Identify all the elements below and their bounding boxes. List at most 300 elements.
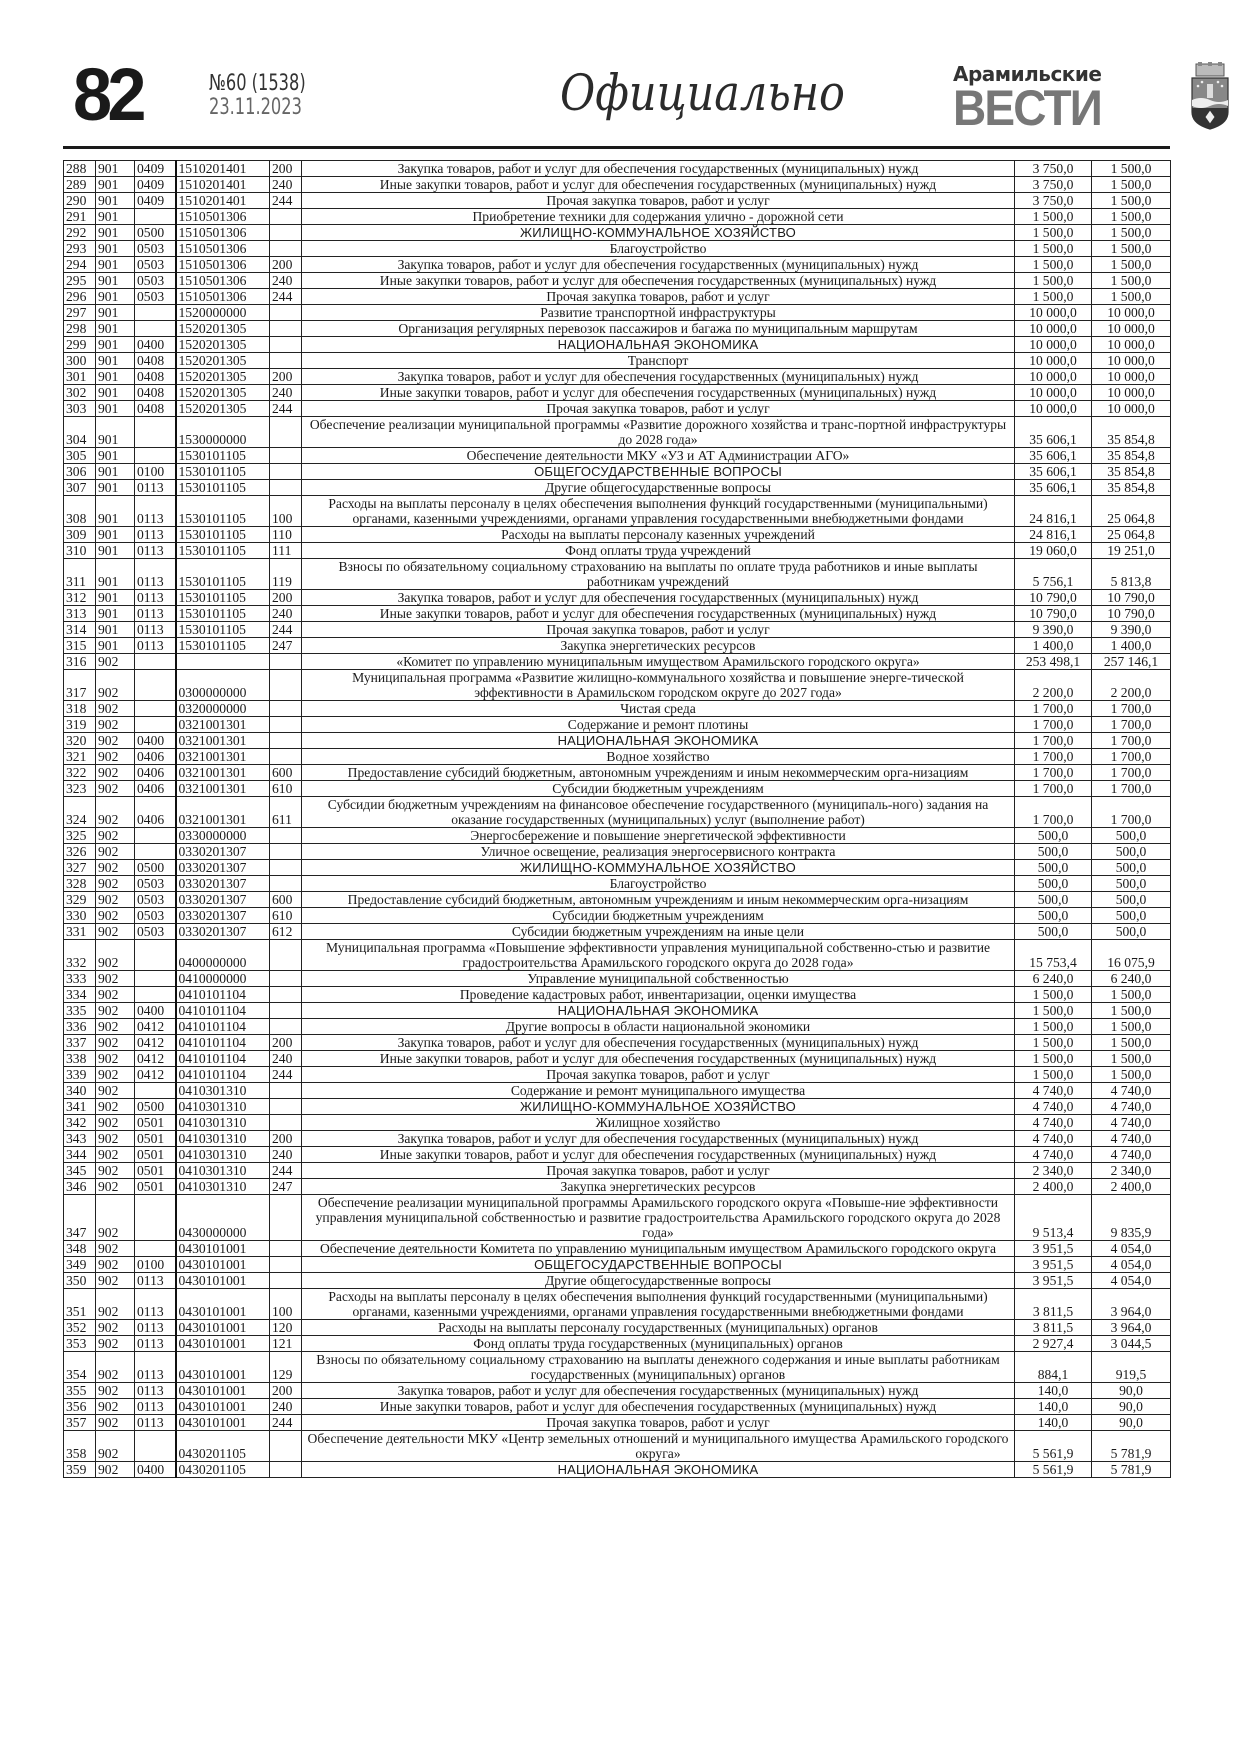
section-code-cell: 0406 [135, 749, 176, 765]
target-article-code-cell: 0330201307 [176, 924, 270, 940]
department-code-cell: 902 [96, 1083, 135, 1099]
amount-year1-cell: 1 700,0 [1015, 781, 1092, 797]
expense-type-code-cell: 200 [270, 369, 302, 385]
department-code-cell: 902 [96, 1399, 135, 1415]
amount-year1-cell: 3 951,5 [1015, 1257, 1092, 1273]
department-code-cell: 902 [96, 1289, 135, 1320]
amount-year2-cell: 500,0 [1092, 924, 1171, 940]
amount-year1-cell: 3 750,0 [1015, 161, 1092, 177]
amount-year1-cell: 10 000,0 [1015, 305, 1092, 321]
table-row [64, 417, 1171, 448]
target-article-code-cell: 0321001301 [176, 765, 270, 781]
target-article-code-cell: 1510501306 [176, 209, 270, 225]
description-cell: Закупка товаров, работ и услуг для обеспечения государственных (муниципальных) нужд [302, 590, 1015, 606]
section-code-cell: 0408 [135, 401, 176, 417]
target-article-code-cell: 1530101105 [176, 480, 270, 496]
table-row [64, 876, 1171, 892]
section-code-cell [135, 940, 176, 971]
department-code-cell: 901 [96, 225, 135, 241]
section-code-cell [135, 701, 176, 717]
row-number-cell: 290 [64, 193, 96, 209]
department-code-cell: 902 [96, 1431, 135, 1462]
amount-year2-cell: 10 000,0 [1092, 401, 1171, 417]
amount-year1-cell: 10 000,0 [1015, 321, 1092, 337]
table-row [64, 1383, 1171, 1399]
description-cell: Уличное освещение, реализация энергосервисного контракта [302, 844, 1015, 860]
section-code-cell: 0113 [135, 1336, 176, 1352]
amount-year1-cell: 35 606,1 [1015, 480, 1092, 496]
description-cell: Закупка товаров, работ и услуг для обеспечения государственных (муниципальных) нужд [302, 161, 1015, 177]
amount-year2-cell: 90,0 [1092, 1415, 1171, 1431]
amount-year2-cell: 10 000,0 [1092, 321, 1171, 337]
department-code-cell: 901 [96, 241, 135, 257]
table-row [64, 1320, 1171, 1336]
amount-year1-cell: 19 060,0 [1015, 543, 1092, 559]
section-code-cell: 0113 [135, 1320, 176, 1336]
department-code-cell: 901 [96, 638, 135, 654]
description-cell: Предоставление субсидий бюджетным, автономным учреждениям и иным некоммерческим орга-низациям [302, 892, 1015, 908]
section-code-cell: 0408 [135, 385, 176, 401]
amount-year2-cell: 35 854,8 [1092, 480, 1171, 496]
amount-year2-cell: 257 146,1 [1092, 654, 1171, 670]
amount-year2-cell: 1 700,0 [1092, 749, 1171, 765]
amount-year2-cell: 10 000,0 [1092, 353, 1171, 369]
row-number-cell: 339 [64, 1067, 96, 1083]
amount-year1-cell: 10 000,0 [1015, 385, 1092, 401]
expense-type-code-cell: 240 [270, 1147, 302, 1163]
expense-type-code-cell: 600 [270, 765, 302, 781]
section-code-cell: 0400 [135, 337, 176, 353]
amount-year1-cell: 24 816,1 [1015, 527, 1092, 543]
table-row [64, 177, 1171, 193]
target-article-code-cell: 0300000000 [176, 670, 270, 701]
expense-type-code-cell [270, 1431, 302, 1462]
target-article-code-cell: 0410101104 [176, 1035, 270, 1051]
expense-type-code-cell [270, 1099, 302, 1115]
section-code-cell [135, 828, 176, 844]
amount-year2-cell: 1 700,0 [1092, 701, 1171, 717]
row-number-cell: 304 [64, 417, 96, 448]
section-code-cell: 0500 [135, 1099, 176, 1115]
description-cell: ОБЩЕГОСУДАРСТВЕННЫЕ ВОПРОСЫ [302, 1257, 1015, 1273]
table-row [64, 337, 1171, 353]
row-number-cell: 336 [64, 1019, 96, 1035]
section-code-cell: 0503 [135, 289, 176, 305]
expense-type-code-cell [270, 225, 302, 241]
logo-bottom-text: ВЕСТИ [953, 80, 1101, 136]
row-number-cell: 293 [64, 241, 96, 257]
expense-type-code-cell: 610 [270, 908, 302, 924]
row-number-cell: 297 [64, 305, 96, 321]
department-code-cell: 902 [96, 1462, 135, 1478]
section-code-cell: 0412 [135, 1051, 176, 1067]
department-code-cell: 901 [96, 337, 135, 353]
table-row [64, 1083, 1171, 1099]
row-number-cell: 350 [64, 1273, 96, 1289]
target-article-code-cell: 0430201105 [176, 1431, 270, 1462]
description-cell: Иные закупки товаров, работ и услуг для обеспечения государственных (муниципальных) нужд [302, 273, 1015, 289]
department-code-cell: 901 [96, 369, 135, 385]
table-row [64, 353, 1171, 369]
amount-year1-cell: 1 500,0 [1015, 289, 1092, 305]
target-article-code-cell: 0410301310 [176, 1099, 270, 1115]
expense-type-code-cell [270, 987, 302, 1003]
amount-year2-cell: 2 400,0 [1092, 1179, 1171, 1195]
amount-year1-cell: 500,0 [1015, 892, 1092, 908]
row-number-cell: 295 [64, 273, 96, 289]
description-cell: Расходы на выплаты персоналу государственных (муниципальных) органов [302, 1320, 1015, 1336]
amount-year1-cell: 500,0 [1015, 876, 1092, 892]
section-code-cell: 0400 [135, 733, 176, 749]
section-code-cell [135, 670, 176, 701]
section-code-cell: 0406 [135, 797, 176, 828]
target-article-code-cell: 0330000000 [176, 828, 270, 844]
row-number-cell: 310 [64, 543, 96, 559]
target-article-code-cell: 0330201307 [176, 876, 270, 892]
department-code-cell: 902 [96, 876, 135, 892]
section-code-cell: 0412 [135, 1035, 176, 1051]
section-code-cell [135, 417, 176, 448]
amount-year2-cell: 90,0 [1092, 1399, 1171, 1415]
target-article-code-cell: 1530101105 [176, 543, 270, 559]
section-code-cell: 0113 [135, 590, 176, 606]
department-code-cell: 902 [96, 1179, 135, 1195]
description-cell: Расходы на выплаты персоналу казенных учреждений [302, 527, 1015, 543]
row-number-cell: 305 [64, 448, 96, 464]
target-article-code-cell: 0430101001 [176, 1399, 270, 1415]
amount-year1-cell: 1 700,0 [1015, 765, 1092, 781]
amount-year2-cell: 1 500,0 [1092, 987, 1171, 1003]
department-code-cell: 902 [96, 733, 135, 749]
expense-type-code-cell [270, 209, 302, 225]
target-article-code-cell: 1530101105 [176, 590, 270, 606]
expense-type-code-cell: 200 [270, 1383, 302, 1399]
amount-year1-cell: 1 500,0 [1015, 257, 1092, 273]
amount-year2-cell: 500,0 [1092, 892, 1171, 908]
section-code-cell: 0400 [135, 1003, 176, 1019]
amount-year1-cell: 15 753,4 [1015, 940, 1092, 971]
section-code-cell: 0501 [135, 1147, 176, 1163]
expense-type-code-cell [270, 464, 302, 480]
section-code-cell: 0503 [135, 257, 176, 273]
amount-year1-cell: 1 500,0 [1015, 987, 1092, 1003]
department-code-cell: 902 [96, 1352, 135, 1383]
amount-year1-cell: 1 400,0 [1015, 638, 1092, 654]
description-cell: Субсидии бюджетным учреждениям на финансовое обеспечение государственного (муниципаль-ного) задания на оказание государственных (муниципальных) услуг (выполнение работ) [302, 797, 1015, 828]
row-number-cell: 344 [64, 1147, 96, 1163]
table-row [64, 193, 1171, 209]
department-code-cell: 901 [96, 527, 135, 543]
row-number-cell: 296 [64, 289, 96, 305]
amount-year2-cell: 4 740,0 [1092, 1147, 1171, 1163]
table-row [64, 1352, 1171, 1383]
department-code-cell: 901 [96, 401, 135, 417]
expense-type-code-cell [270, 828, 302, 844]
target-article-code-cell: 1510201401 [176, 193, 270, 209]
section-code-cell: 0409 [135, 177, 176, 193]
row-number-cell: 298 [64, 321, 96, 337]
table-row [64, 225, 1171, 241]
description-cell: Управление муниципальной собственностью [302, 971, 1015, 987]
description-cell: «Комитет по управлению муниципальным имуществом Арамильского городского округа» [302, 654, 1015, 670]
expense-type-code-cell: 200 [270, 1131, 302, 1147]
table-row [64, 1163, 1171, 1179]
target-article-code-cell: 1530101105 [176, 559, 270, 590]
amount-year2-cell: 1 500,0 [1092, 289, 1171, 305]
description-cell: Иные закупки товаров, работ и услуг для обеспечения государственных (муниципальных) нужд [302, 385, 1015, 401]
expense-type-code-cell [270, 717, 302, 733]
description-cell: Муниципальная программа «Повышение эффективности управления муниципальной собственно-стью и развитие градостроительства Арамильского городского округа до 2028 года» [302, 940, 1015, 971]
target-article-code-cell: 0410301310 [176, 1131, 270, 1147]
expense-type-code-cell: 244 [270, 622, 302, 638]
amount-year2-cell: 9 390,0 [1092, 622, 1171, 638]
department-code-cell: 901 [96, 543, 135, 559]
description-cell: НАЦИОНАЛЬНАЯ ЭКОНОМИКА [302, 1003, 1015, 1019]
description-cell: Расходы на выплаты персоналу в целях обеспечения выполнения функций государственными (муниципальными) органами, казенными учреждениями, органами управления государственными внебюджетными фондами [302, 496, 1015, 527]
table-row [64, 1067, 1171, 1083]
table-row [64, 749, 1171, 765]
amount-year2-cell: 1 500,0 [1092, 1035, 1171, 1051]
row-number-cell: 331 [64, 924, 96, 940]
table-row [64, 1147, 1171, 1163]
table-row [64, 781, 1171, 797]
table-row [64, 464, 1171, 480]
description-cell: Закупка товаров, работ и услуг для обеспечения государственных (муниципальных) нужд [302, 1035, 1015, 1051]
row-number-cell: 323 [64, 781, 96, 797]
target-article-code-cell: 0321001301 [176, 717, 270, 733]
row-number-cell: 330 [64, 908, 96, 924]
amount-year1-cell: 500,0 [1015, 908, 1092, 924]
amount-year2-cell: 1 700,0 [1092, 717, 1171, 733]
description-cell: Чистая среда [302, 701, 1015, 717]
amount-year2-cell: 4 054,0 [1092, 1257, 1171, 1273]
table-row [64, 1399, 1171, 1415]
department-code-cell: 901 [96, 177, 135, 193]
logo-top-text: Арамильские [953, 62, 1102, 86]
table-row [64, 971, 1171, 987]
amount-year2-cell: 500,0 [1092, 908, 1171, 924]
table-row [64, 1289, 1171, 1320]
department-code-cell: 902 [96, 1131, 135, 1147]
department-code-cell: 902 [96, 1257, 135, 1273]
amount-year1-cell: 1 700,0 [1015, 733, 1092, 749]
description-cell: Предоставление субсидий бюджетным, автономным учреждениям и иным некоммерческим орга-низациям [302, 765, 1015, 781]
table-row [64, 1003, 1171, 1019]
row-number-cell: 320 [64, 733, 96, 749]
amount-year2-cell: 1 500,0 [1092, 1003, 1171, 1019]
expense-type-code-cell: 244 [270, 1067, 302, 1083]
target-article-code-cell: 1520201305 [176, 321, 270, 337]
department-code-cell: 902 [96, 940, 135, 971]
amount-year1-cell: 10 000,0 [1015, 353, 1092, 369]
amount-year2-cell: 1 500,0 [1092, 209, 1171, 225]
amount-year1-cell: 1 500,0 [1015, 225, 1092, 241]
row-number-cell: 299 [64, 337, 96, 353]
description-cell: Другие вопросы в области национальной экономики [302, 1019, 1015, 1035]
amount-year2-cell: 2 340,0 [1092, 1163, 1171, 1179]
row-number-cell: 314 [64, 622, 96, 638]
target-article-code-cell: 1510501306 [176, 273, 270, 289]
amount-year1-cell: 500,0 [1015, 844, 1092, 860]
department-code-cell: 902 [96, 828, 135, 844]
expense-type-code-cell: 129 [270, 1352, 302, 1383]
department-code-cell: 901 [96, 622, 135, 638]
expense-type-code-cell: 110 [270, 527, 302, 543]
target-article-code-cell: 1530101105 [176, 606, 270, 622]
table-row [64, 1273, 1171, 1289]
table-row [64, 1336, 1171, 1352]
target-article-code-cell: 1510501306 [176, 289, 270, 305]
description-cell: Иные закупки товаров, работ и услуг для обеспечения государственных (муниципальных) нужд [302, 177, 1015, 193]
amount-year2-cell: 9 835,9 [1092, 1195, 1171, 1241]
amount-year1-cell: 1 700,0 [1015, 701, 1092, 717]
description-cell: ЖИЛИЩНО-КОММУНАЛЬНОЕ ХОЗЯЙСТВО [302, 860, 1015, 876]
table-row [64, 543, 1171, 559]
row-number-cell: 328 [64, 876, 96, 892]
target-article-code-cell: 0320000000 [176, 701, 270, 717]
amount-year2-cell: 10 000,0 [1092, 305, 1171, 321]
section-code-cell [135, 448, 176, 464]
row-number-cell: 349 [64, 1257, 96, 1273]
target-article-code-cell: 0410301310 [176, 1163, 270, 1179]
department-code-cell: 902 [96, 1147, 135, 1163]
amount-year1-cell: 4 740,0 [1015, 1147, 1092, 1163]
row-number-cell: 294 [64, 257, 96, 273]
amount-year1-cell: 1 500,0 [1015, 241, 1092, 257]
description-cell: Энергосбережение и повышение энергетической эффективности [302, 828, 1015, 844]
table-row [64, 1051, 1171, 1067]
table-row [64, 765, 1171, 781]
expense-type-code-cell: 244 [270, 193, 302, 209]
amount-year2-cell: 4 740,0 [1092, 1115, 1171, 1131]
table-row [64, 654, 1171, 670]
row-number-cell: 288 [64, 161, 96, 177]
row-number-cell: 358 [64, 1431, 96, 1462]
section-code-cell: 0500 [135, 860, 176, 876]
target-article-code-cell: 1530101105 [176, 464, 270, 480]
row-number-cell: 345 [64, 1163, 96, 1179]
section-code-cell: 0113 [135, 559, 176, 590]
table-row [64, 987, 1171, 1003]
department-code-cell: 902 [96, 1115, 135, 1131]
target-article-code-cell: 0410101104 [176, 1051, 270, 1067]
amount-year2-cell: 1 500,0 [1092, 193, 1171, 209]
target-article-code-cell: 0321001301 [176, 733, 270, 749]
amount-year1-cell: 5 561,9 [1015, 1462, 1092, 1478]
table-row [64, 496, 1171, 527]
description-cell: НАЦИОНАЛЬНАЯ ЭКОНОМИКА [302, 1462, 1015, 1478]
row-number-cell: 301 [64, 369, 96, 385]
row-number-cell: 315 [64, 638, 96, 654]
target-article-code-cell: 1510501306 [176, 225, 270, 241]
section-code-cell: 0113 [135, 1383, 176, 1399]
section-code-cell: 0400 [135, 1462, 176, 1478]
amount-year1-cell: 35 606,1 [1015, 464, 1092, 480]
expense-type-code-cell [270, 1462, 302, 1478]
department-code-cell: 902 [96, 1019, 135, 1035]
row-number-cell: 332 [64, 940, 96, 971]
amount-year1-cell: 3 811,5 [1015, 1320, 1092, 1336]
header-divider [63, 146, 1170, 149]
table-row [64, 161, 1171, 177]
department-code-cell: 902 [96, 1336, 135, 1352]
row-number-cell: 346 [64, 1179, 96, 1195]
row-number-cell: 321 [64, 749, 96, 765]
section-code-cell [135, 654, 176, 670]
table-row [64, 1257, 1171, 1273]
amount-year1-cell: 1 500,0 [1015, 1003, 1092, 1019]
amount-year2-cell: 500,0 [1092, 844, 1171, 860]
description-cell: Прочая закупка товаров, работ и услуг [302, 193, 1015, 209]
expense-type-code-cell: 100 [270, 1289, 302, 1320]
description-cell: Содержание и ремонт плотины [302, 717, 1015, 733]
row-number-cell: 351 [64, 1289, 96, 1320]
row-number-cell: 318 [64, 701, 96, 717]
table-row [64, 670, 1171, 701]
expense-type-code-cell: 240 [270, 1399, 302, 1415]
table-row [64, 940, 1171, 971]
row-number-cell: 355 [64, 1383, 96, 1399]
expense-type-code-cell [270, 1083, 302, 1099]
expense-type-code-cell: 612 [270, 924, 302, 940]
table-row [64, 844, 1171, 860]
section-code-cell [135, 971, 176, 987]
target-article-code-cell: 1530000000 [176, 417, 270, 448]
amount-year2-cell: 4 740,0 [1092, 1083, 1171, 1099]
row-number-cell: 322 [64, 765, 96, 781]
row-number-cell: 357 [64, 1415, 96, 1431]
target-article-code-cell: 0410301310 [176, 1147, 270, 1163]
description-cell: Обеспечение деятельности МКУ «Центр земельных отношений и муниципального имущества Арамильского городского округа» [302, 1431, 1015, 1462]
table-row [64, 480, 1171, 496]
table-row [64, 1179, 1171, 1195]
expense-type-code-cell: 121 [270, 1336, 302, 1352]
amount-year1-cell: 140,0 [1015, 1415, 1092, 1431]
amount-year2-cell: 6 240,0 [1092, 971, 1171, 987]
amount-year2-cell: 1 500,0 [1092, 1051, 1171, 1067]
target-article-code-cell: 1520201305 [176, 401, 270, 417]
table-row [64, 638, 1171, 654]
expense-type-code-cell [270, 1257, 302, 1273]
row-number-cell: 334 [64, 987, 96, 1003]
table-row [64, 241, 1171, 257]
amount-year1-cell: 1 700,0 [1015, 717, 1092, 733]
row-number-cell: 308 [64, 496, 96, 527]
row-number-cell: 324 [64, 797, 96, 828]
budget-table-body [64, 161, 1171, 1478]
description-cell: Закупка товаров, работ и услуг для обеспечения государственных (муниципальных) нужд [302, 1383, 1015, 1399]
amount-year1-cell: 5 756,1 [1015, 559, 1092, 590]
amount-year1-cell: 2 200,0 [1015, 670, 1092, 701]
department-code-cell: 901 [96, 161, 135, 177]
newspaper-logo [953, 62, 1114, 136]
amount-year1-cell: 3 750,0 [1015, 177, 1092, 193]
target-article-code-cell: 1530101105 [176, 448, 270, 464]
target-article-code-cell: 0430101001 [176, 1320, 270, 1336]
expense-type-code-cell [270, 1273, 302, 1289]
target-article-code-cell: 0410101104 [176, 1067, 270, 1083]
description-cell: Благоустройство [302, 241, 1015, 257]
department-code-cell: 901 [96, 464, 135, 480]
amount-year1-cell: 1 500,0 [1015, 1035, 1092, 1051]
section-code-cell: 0503 [135, 241, 176, 257]
target-article-code-cell: 0321001301 [176, 749, 270, 765]
amount-year2-cell: 90,0 [1092, 1383, 1171, 1399]
table-row [64, 385, 1171, 401]
department-code-cell: 902 [96, 844, 135, 860]
row-number-cell: 306 [64, 464, 96, 480]
section-code-cell [135, 209, 176, 225]
